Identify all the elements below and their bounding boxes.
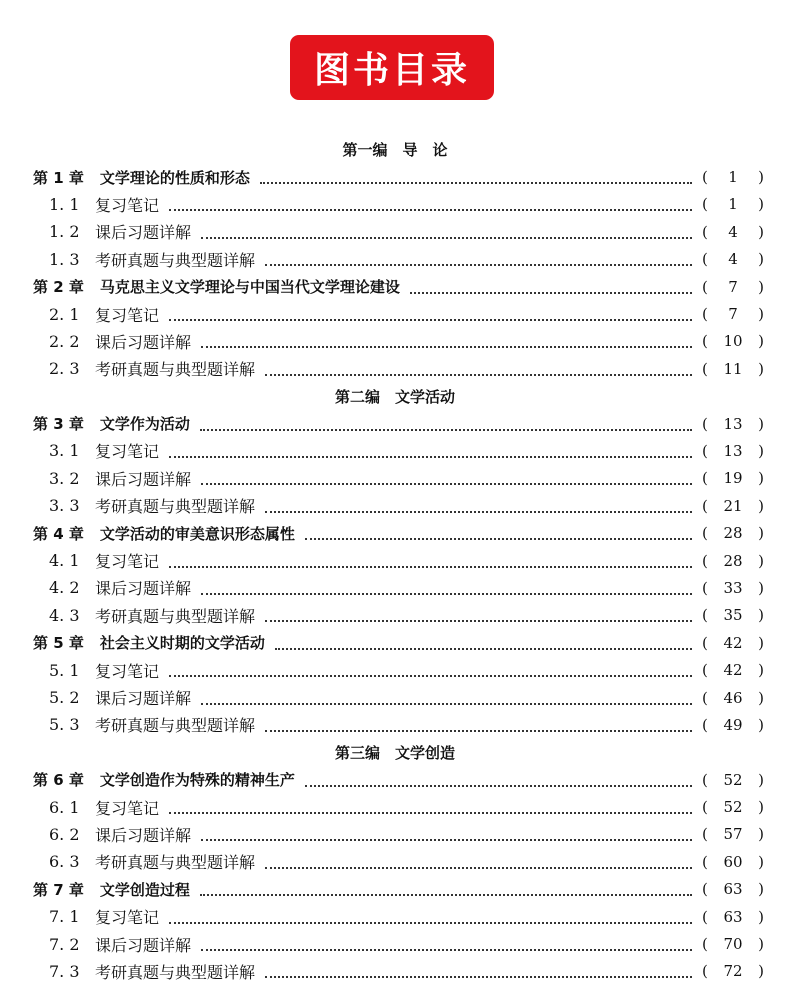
page-close-paren: ) bbox=[758, 277, 764, 296]
section-title: 复习笔记 bbox=[95, 195, 160, 215]
section-title: 课后习题详解 bbox=[95, 223, 192, 243]
section-title: 复习笔记 bbox=[95, 442, 160, 462]
page-reference bbox=[702, 497, 764, 515]
page-number: 52 bbox=[723, 770, 743, 789]
chapter-number: 第 4 章 bbox=[33, 524, 84, 543]
dot-leader bbox=[265, 497, 692, 513]
toc-section-entry[interactable] bbox=[0, 903, 790, 930]
page-open-paren: ( bbox=[702, 359, 708, 378]
page-open-paren: ( bbox=[702, 441, 708, 460]
dot-leader bbox=[169, 661, 692, 677]
page-reference bbox=[702, 908, 764, 926]
section-number: 3. 3 bbox=[49, 496, 80, 516]
page-close-paren: ) bbox=[758, 551, 764, 570]
page-reference bbox=[702, 716, 764, 734]
page-reference bbox=[702, 332, 764, 350]
page-reference bbox=[702, 962, 764, 980]
page-open-paren: ( bbox=[702, 661, 708, 680]
section-number: 6. 1 bbox=[49, 797, 80, 817]
dot-leader bbox=[275, 634, 692, 650]
dot-leader bbox=[410, 278, 692, 294]
toc-chapter-entry[interactable] bbox=[0, 766, 790, 793]
dot-leader bbox=[201, 469, 692, 485]
page-number: 1 bbox=[728, 168, 738, 187]
page-close-paren: ) bbox=[758, 606, 764, 625]
toc-section-entry[interactable] bbox=[0, 191, 790, 218]
dot-leader bbox=[201, 579, 692, 595]
dot-leader bbox=[265, 360, 692, 376]
page-open-paren: ( bbox=[702, 305, 708, 324]
section-number: 7. 2 bbox=[49, 934, 80, 954]
chapter-title: 文学创造作为特殊的精神生产 bbox=[99, 771, 295, 790]
page-close-paren: ) bbox=[758, 222, 764, 241]
dot-leader bbox=[200, 880, 692, 896]
page-reference bbox=[702, 661, 764, 679]
chapter-title: 文学创造过程 bbox=[99, 880, 190, 899]
page-close-paren: ) bbox=[758, 414, 764, 433]
page-open-paren: ( bbox=[702, 715, 708, 734]
page-number: 42 bbox=[723, 661, 743, 680]
page-reference bbox=[702, 798, 764, 816]
page-reference bbox=[702, 442, 764, 460]
page-close-paren: ) bbox=[758, 798, 764, 817]
page-close-paren: ) bbox=[758, 633, 764, 652]
section-title: 课后习题详解 bbox=[95, 935, 192, 955]
page-number: 21 bbox=[723, 496, 743, 515]
page-reference bbox=[702, 689, 764, 707]
page-number: 13 bbox=[723, 441, 743, 460]
page-open-paren: ( bbox=[702, 332, 708, 351]
page-open-paren: ( bbox=[702, 524, 708, 543]
page-close-paren: ) bbox=[758, 962, 764, 981]
dot-leader bbox=[265, 250, 692, 266]
toc-section-entry[interactable] bbox=[0, 656, 790, 683]
page-reference bbox=[702, 469, 764, 487]
section-title: 考研真题与典型题详解 bbox=[95, 606, 256, 626]
page-reference bbox=[702, 223, 764, 241]
page-close-paren: ) bbox=[758, 852, 764, 871]
section-title: 课后习题详解 bbox=[95, 469, 192, 489]
page-close-paren: ) bbox=[758, 469, 764, 488]
page-number: 11 bbox=[723, 359, 743, 378]
page-reference bbox=[702, 825, 764, 843]
toc-section-entry[interactable] bbox=[0, 602, 790, 629]
page-close-paren: ) bbox=[758, 496, 764, 515]
dot-leader bbox=[265, 716, 692, 732]
toc-chapter-entry[interactable] bbox=[0, 273, 790, 300]
toc-section-entry[interactable] bbox=[0, 218, 790, 245]
page-close-paren: ) bbox=[758, 880, 764, 899]
table-of-contents bbox=[0, 136, 790, 985]
page-number: 1 bbox=[728, 195, 738, 214]
toc-section-entry[interactable] bbox=[0, 793, 790, 820]
page-close-paren: ) bbox=[758, 907, 764, 926]
page-number: 28 bbox=[723, 551, 743, 570]
section-number: 4. 3 bbox=[49, 605, 80, 625]
section-title: 考研真题与典型题详解 bbox=[95, 962, 256, 982]
page-number: 63 bbox=[723, 907, 743, 926]
page-close-paren: ) bbox=[758, 524, 764, 543]
section-number: 1. 1 bbox=[49, 194, 80, 214]
page-open-paren: ( bbox=[702, 195, 708, 214]
dot-leader bbox=[265, 606, 692, 622]
toc-section-entry[interactable] bbox=[0, 684, 790, 711]
page-reference bbox=[702, 524, 764, 542]
section-number: 5. 3 bbox=[49, 715, 80, 735]
page-number: 72 bbox=[723, 962, 743, 981]
chapter-title: 文学活动的审美意识形态属性 bbox=[99, 524, 295, 543]
page-open-paren: ( bbox=[702, 469, 708, 488]
page-close-paren: ) bbox=[758, 305, 764, 324]
page-number: 35 bbox=[723, 606, 743, 625]
toc-section-entry[interactable] bbox=[0, 355, 790, 382]
section-title: 复习笔记 bbox=[95, 552, 160, 572]
page-reference bbox=[702, 250, 764, 268]
page-close-paren: ) bbox=[758, 661, 764, 680]
chapter-title: 社会主义时期的文学活动 bbox=[99, 634, 265, 653]
page-number: 57 bbox=[723, 825, 743, 844]
chapter-number: 第 1 章 bbox=[33, 168, 84, 187]
page-close-paren: ) bbox=[758, 935, 764, 954]
page-reference bbox=[702, 552, 764, 570]
toc-section-entry[interactable] bbox=[0, 492, 790, 519]
toc-section-entry[interactable] bbox=[0, 300, 790, 327]
page-number: 63 bbox=[723, 880, 743, 899]
page-open-paren: ( bbox=[702, 962, 708, 981]
toc-section-entry[interactable] bbox=[0, 848, 790, 875]
toc-chapter-entry[interactable] bbox=[0, 163, 790, 190]
section-number: 3. 2 bbox=[49, 468, 80, 488]
part-heading: 第一编 导 论 bbox=[342, 141, 448, 160]
page-number: 4 bbox=[728, 250, 738, 269]
section-title: 考研真题与典型题详解 bbox=[95, 853, 256, 873]
chapter-title: 文学作为活动 bbox=[99, 415, 190, 434]
section-title: 复习笔记 bbox=[95, 661, 160, 681]
section-title: 考研真题与典型题详解 bbox=[95, 716, 256, 736]
dot-leader bbox=[305, 524, 692, 540]
page-number: 42 bbox=[723, 633, 743, 652]
toc-section-entry[interactable] bbox=[0, 328, 790, 355]
section-title: 复习笔记 bbox=[95, 908, 160, 928]
page-close-paren: ) bbox=[758, 168, 764, 187]
section-number: 5. 2 bbox=[49, 688, 80, 707]
page-number: 46 bbox=[723, 688, 743, 707]
toc-section-entry[interactable] bbox=[0, 465, 790, 492]
page-reference bbox=[702, 853, 764, 871]
page-close-paren: ) bbox=[758, 332, 764, 351]
page-open-paren: ( bbox=[702, 633, 708, 652]
section-title: 考研真题与典型题详解 bbox=[95, 497, 256, 517]
page-reference bbox=[702, 935, 764, 953]
dot-leader bbox=[169, 798, 692, 814]
section-title: 考研真题与典型题详解 bbox=[95, 360, 256, 380]
section-title: 课后习题详解 bbox=[95, 332, 192, 352]
page-open-paren: ( bbox=[702, 606, 708, 625]
chapter-title: 马克思主义文学理论与中国当代文学理论建设 bbox=[99, 278, 400, 297]
page-reference bbox=[702, 579, 764, 597]
page-open-paren: ( bbox=[702, 935, 708, 954]
page-close-paren: ) bbox=[758, 578, 764, 597]
page-close-paren: ) bbox=[758, 715, 764, 734]
dot-leader bbox=[305, 771, 692, 787]
toc-section-entry[interactable] bbox=[0, 437, 790, 464]
catalog-title-badge bbox=[290, 35, 494, 100]
page-open-paren: ( bbox=[702, 414, 708, 433]
page-open-paren: ( bbox=[702, 688, 708, 707]
dot-leader bbox=[169, 908, 692, 924]
toc-section-entry[interactable] bbox=[0, 246, 790, 273]
page-open-paren: ( bbox=[702, 496, 708, 515]
dot-leader bbox=[169, 195, 692, 211]
page-reference bbox=[702, 305, 764, 323]
chapter-number: 第 5 章 bbox=[33, 634, 84, 653]
part-heading: 第二编 文学活动 bbox=[334, 387, 455, 406]
page-number: 7 bbox=[728, 305, 738, 324]
page-reference bbox=[702, 360, 764, 378]
page-reference bbox=[702, 606, 764, 624]
toc-section-entry[interactable] bbox=[0, 930, 790, 957]
page-number: 70 bbox=[723, 935, 743, 954]
toc-chapter-entry[interactable] bbox=[0, 519, 790, 546]
page-close-paren: ) bbox=[758, 250, 764, 269]
dot-leader bbox=[201, 825, 692, 841]
page-number: 4 bbox=[728, 222, 738, 241]
page-open-paren: ( bbox=[702, 798, 708, 817]
section-number: 1. 2 bbox=[49, 222, 80, 242]
toc-chapter-entry[interactable] bbox=[0, 876, 790, 903]
page-number: 13 bbox=[723, 414, 743, 433]
page-close-paren: ) bbox=[758, 688, 764, 707]
dot-leader bbox=[201, 223, 692, 239]
page-open-paren: ( bbox=[702, 277, 708, 296]
toc-chapter-entry[interactable] bbox=[0, 410, 790, 437]
toc-section-entry[interactable] bbox=[0, 821, 790, 848]
toc-chapter-entry[interactable] bbox=[0, 629, 790, 656]
page-number: 52 bbox=[723, 798, 743, 817]
section-title: 课后习题详解 bbox=[95, 689, 192, 708]
page-reference bbox=[702, 771, 764, 789]
section-number: 4. 2 bbox=[49, 578, 80, 598]
page-close-paren: ) bbox=[758, 441, 764, 460]
section-number: 6. 2 bbox=[49, 824, 80, 844]
dot-leader bbox=[201, 332, 692, 348]
section-title: 考研真题与典型题详解 bbox=[95, 250, 256, 270]
chapter-number: 第 2 章 bbox=[33, 278, 84, 297]
toc-section-entry[interactable] bbox=[0, 547, 790, 574]
section-title: 课后习题详解 bbox=[95, 825, 192, 845]
dot-leader bbox=[260, 168, 692, 184]
page-open-paren: ( bbox=[702, 578, 708, 597]
section-number: 4. 1 bbox=[49, 551, 80, 571]
page-open-paren: ( bbox=[702, 250, 708, 269]
dot-leader bbox=[265, 853, 692, 869]
chapter-number: 第 3 章 bbox=[33, 415, 84, 434]
section-number: 6. 3 bbox=[49, 852, 80, 872]
section-number: 5. 1 bbox=[49, 660, 80, 680]
section-title: 复习笔记 bbox=[95, 305, 160, 325]
chapter-number: 第 6 章 bbox=[33, 771, 84, 790]
part-heading: 第三编 文学创造 bbox=[334, 743, 455, 762]
page-open-paren: ( bbox=[702, 168, 708, 187]
section-number: 2. 2 bbox=[49, 331, 80, 351]
page-open-paren: ( bbox=[702, 880, 708, 899]
page-open-paren: ( bbox=[702, 907, 708, 926]
page-number: 49 bbox=[723, 715, 743, 734]
page-close-paren: ) bbox=[758, 359, 764, 378]
toc-section-entry[interactable] bbox=[0, 574, 790, 601]
page-open-paren: ( bbox=[702, 551, 708, 570]
section-number: 7. 1 bbox=[49, 907, 80, 927]
page-close-paren: ) bbox=[758, 195, 764, 214]
dot-leader bbox=[201, 689, 692, 705]
dot-leader bbox=[169, 305, 692, 321]
section-number: 7. 3 bbox=[49, 961, 80, 981]
dot-leader bbox=[200, 415, 692, 431]
section-number: 2. 3 bbox=[49, 359, 80, 379]
section-number: 3. 1 bbox=[49, 441, 80, 461]
chapter-number: 第 7 章 bbox=[33, 880, 84, 899]
chapter-title: 文学理论的性质和形态 bbox=[99, 168, 250, 187]
dot-leader bbox=[169, 552, 692, 568]
catalog-title: 图书目录 bbox=[313, 50, 470, 91]
page-open-paren: ( bbox=[702, 222, 708, 241]
section-number: 1. 3 bbox=[49, 249, 80, 269]
section-title: 复习笔记 bbox=[95, 798, 160, 818]
page-open-paren: ( bbox=[702, 852, 708, 871]
page-reference bbox=[702, 415, 764, 433]
page-number: 19 bbox=[723, 469, 743, 488]
page-open-paren: ( bbox=[702, 770, 708, 789]
dot-leader bbox=[169, 442, 692, 458]
toc-section-entry[interactable] bbox=[0, 711, 790, 738]
section-number: 2. 1 bbox=[49, 304, 80, 324]
page-number: 60 bbox=[723, 852, 743, 871]
page-reference bbox=[702, 278, 764, 296]
dot-leader bbox=[201, 935, 692, 951]
page-number: 33 bbox=[723, 578, 743, 597]
page-close-paren: ) bbox=[758, 825, 764, 844]
section-title: 课后习题详解 bbox=[95, 579, 192, 599]
page-number: 10 bbox=[723, 332, 743, 351]
dot-leader bbox=[265, 962, 692, 978]
toc-section-entry[interactable] bbox=[0, 958, 790, 985]
page-close-paren: ) bbox=[758, 770, 764, 789]
page-reference bbox=[702, 168, 764, 186]
page-number: 7 bbox=[728, 277, 738, 296]
page-number: 28 bbox=[723, 524, 743, 543]
page-reference bbox=[702, 195, 764, 213]
page-open-paren: ( bbox=[702, 825, 708, 844]
page-reference bbox=[702, 880, 764, 898]
page-reference bbox=[702, 634, 764, 652]
